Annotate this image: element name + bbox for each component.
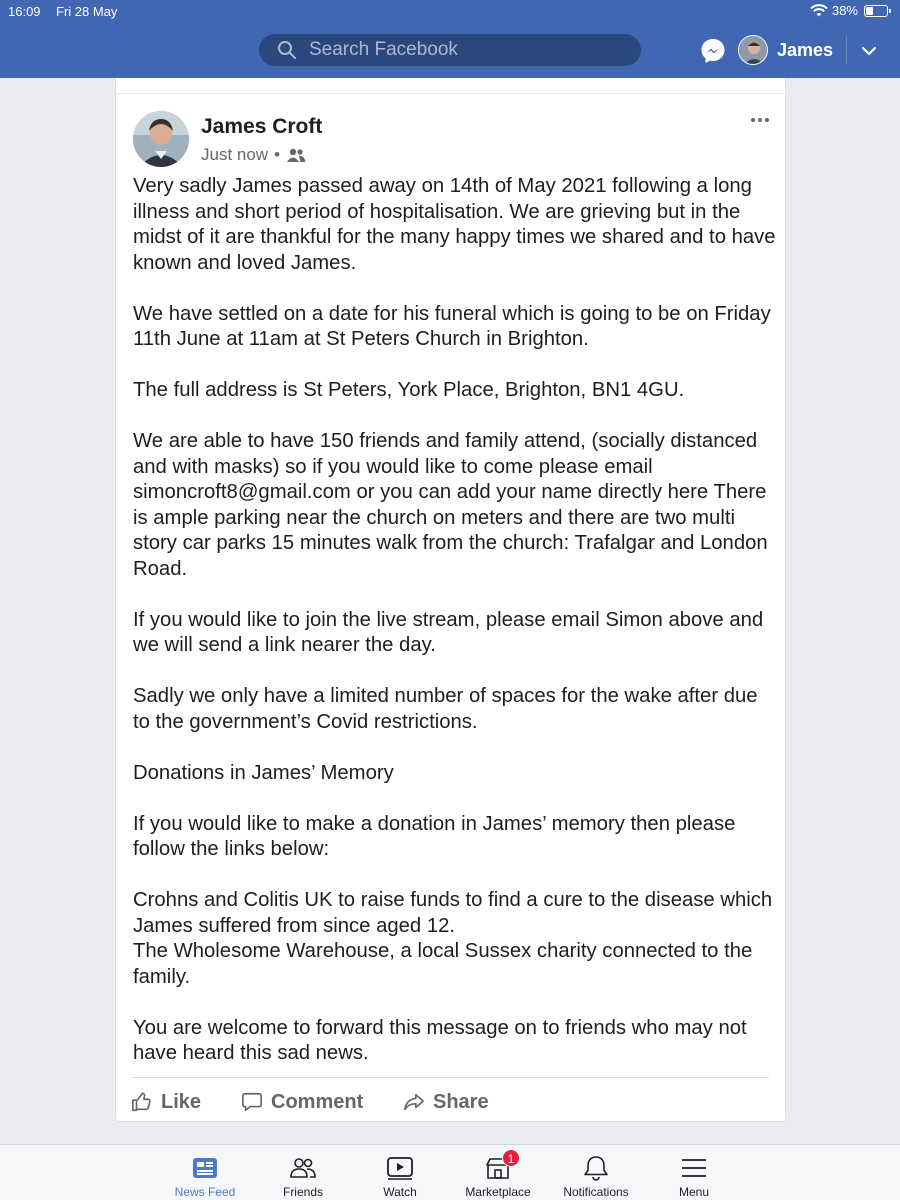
status-date: Fri 28 May [56,4,118,19]
status-bar [0,0,900,24]
post-timestamp[interactable]: Just now [201,145,269,164]
like-button[interactable] [131,1086,201,1118]
tab-menu[interactable] [644,1145,744,1200]
tab-marketplace[interactable] [448,1145,548,1200]
header-divider [846,36,847,64]
post-paragraph: Donations in James’ Memory [133,761,394,784]
wifi-icon [810,4,828,18]
comment-icon [241,1091,263,1113]
comment-button[interactable] [241,1086,363,1118]
tab-label: Notifications [563,1185,629,1199]
card-divider [116,93,785,94]
share-icon [403,1091,425,1113]
bottom-tab-bar [0,1144,900,1200]
post-meta [201,145,306,165]
post-paragraph: Very sadly James passed away on 14th of May 2021 following a long illness and short period of hospitalisation. We are grieving but in the midst of it are thankful for the many happy times we shared and to have known and loved James. [133,175,776,274]
search-icon [277,40,297,60]
post-paragraph: Sadly we only have a limited number of spaces for the wake after due to the government’s Covid restrictions. [133,685,758,733]
post-paragraph: You are welcome to forward this message on to friends who may not have heard this sad news. [133,1016,747,1064]
menu-icon [680,1154,708,1182]
post-options-icon[interactable] [751,116,771,124]
battery-percent: 38% [831,3,858,18]
post-card [115,78,786,1122]
post-paragraph: The full address is St Peters, York Place, Brighton, BN1 4GU. [133,379,685,401]
tab-watch[interactable] [350,1145,450,1200]
like-label: Like [161,1090,202,1113]
thumbs-up-icon [131,1091,153,1113]
tab-label: News Feed [174,1185,236,1199]
status-right [810,3,888,18]
search-input[interactable] [309,39,609,61]
battery-icon [864,5,888,17]
user-name[interactable]: James [777,40,834,60]
post-paragraph: If you would like to make a donation in James’ memory then please follow the links below: [133,812,736,860]
comment-label: Comment [271,1090,364,1113]
tab-friends[interactable] [253,1145,353,1200]
friends-audience-icon [286,147,306,163]
post-body [133,174,778,1067]
tab-label: Marketplace [465,1185,531,1199]
post-author[interactable]: James Croft [201,115,323,138]
post-paragraph: We are able to have 150 friends and family attend, (socially distanced and with masks) so if you would like to come please email simoncroft8@gmail.com or you can add your name directly here There is ample parking near the church on meters and there are two multi story car parks 15 minutes walk from the church: Trafalgar and London Road. [133,430,768,580]
share-button[interactable] [403,1086,489,1118]
user-avatar[interactable] [738,35,768,65]
search-bar[interactable] [259,34,641,66]
watch-icon [386,1154,414,1182]
top-header [0,0,900,78]
status-time: 16:09 [8,4,41,19]
tab-label: Friends [282,1185,323,1199]
post-actions [131,1086,771,1118]
bell-icon [582,1154,610,1182]
tab-notifications[interactable] [546,1145,646,1200]
marketplace-badge: 1 [502,1149,520,1167]
friends-icon [289,1154,317,1182]
tab-label: Menu [678,1185,710,1199]
battery-fill [866,7,873,15]
messenger-icon[interactable] [699,37,727,65]
author-avatar[interactable] [133,111,189,167]
actions-divider [131,1077,769,1078]
tab-label: Watch [383,1185,417,1199]
news-feed-icon [191,1154,219,1182]
post-paragraph: We have settled on a date for his funeral which is going to be on Friday 11th June at 11am at St Peters Church in Brighton. [133,302,771,350]
meta-separator: • [274,145,281,164]
share-label: Share [433,1090,489,1113]
tab-news-feed[interactable] [155,1145,255,1200]
post-paragraph: If you would like to join the live stream, please email Simon above and we will send a link nearer the day. [133,608,764,656]
post-paragraph: Crohns and Colitis UK to raise funds to find a cure to the disease which James suffered from since aged 12. The Wholesome Warehouse, a local Sussex charity connected to the family. [133,889,773,988]
chevron-down-icon[interactable] [860,42,878,60]
